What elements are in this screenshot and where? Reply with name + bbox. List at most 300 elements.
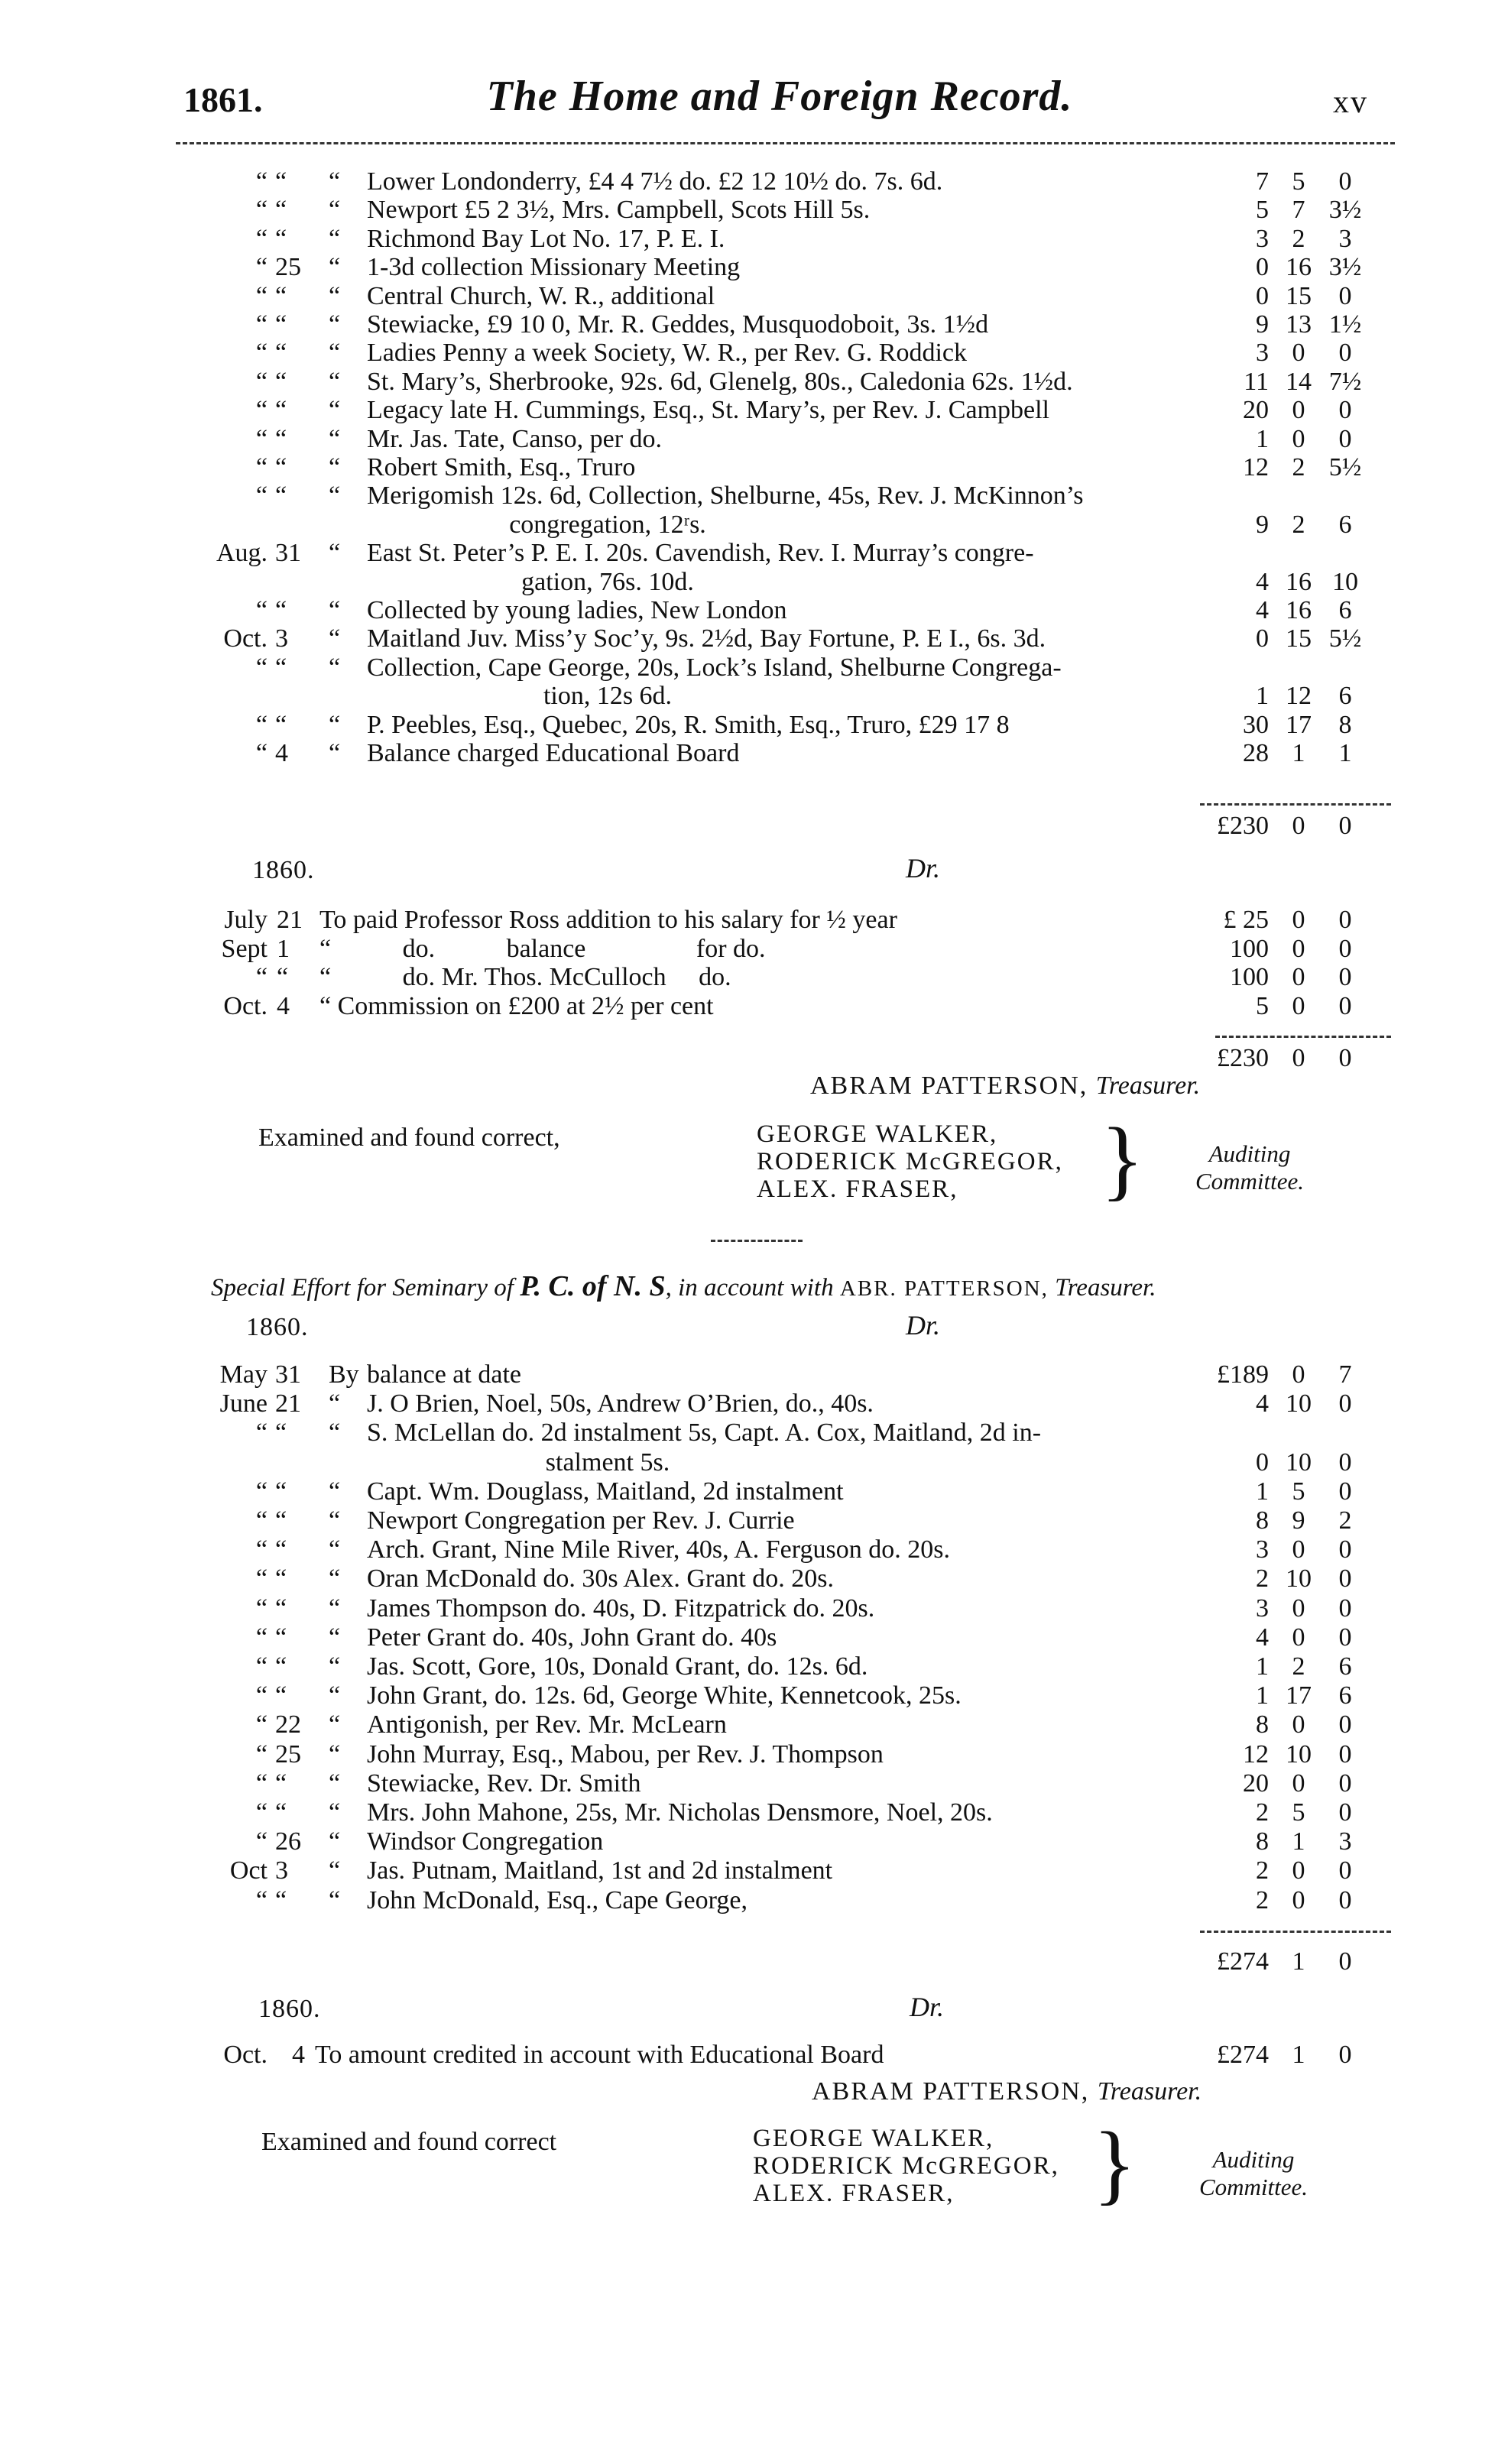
auditing-committee-names (753, 2125, 1059, 2207)
entry-description: Merigomish 12s. 6d, Collection, Shelburne, 45s, Rev. J. McKinnon’s (367, 481, 1084, 511)
entry-ditto: By (329, 1360, 359, 1389)
entry-description: Robert Smith, Esq., Truro (367, 453, 636, 481)
year-heading: 1860. (252, 856, 315, 884)
entry-pounds: 20 (1243, 396, 1269, 425)
entry-amount (0, 1856, 1495, 1885)
entry-pounds: 3 (1256, 1593, 1269, 1623)
entry-pence: 0 (1338, 167, 1352, 196)
entry-description: “ Commission on £200 at 2½ per cent (319, 991, 714, 1020)
entry-description: balance at date (367, 1360, 521, 1389)
entry-amount (0, 1886, 1495, 1915)
entry-shillings: 12 (1286, 682, 1312, 711)
entry-pence: 0 (1338, 1623, 1352, 1652)
section-divider (711, 1240, 803, 1242)
entry-day: “ (275, 1623, 287, 1652)
entry-month: “ (255, 1593, 268, 1623)
entry-amount (0, 682, 1495, 711)
entry-description: Legacy late H. Cummings, Esq., St. Mary’s, per Rev. J. Campbell (367, 396, 1049, 425)
brace-glyph: } (1101, 1109, 1144, 1209)
entry-ditto: “ (329, 1593, 341, 1623)
entry-pence: 0 (1338, 1389, 1352, 1418)
entry-day: 3 (275, 624, 288, 653)
entry-pounds: 4 (1256, 596, 1269, 624)
total-pounds: £230 (1217, 812, 1269, 840)
entry-pence: 6 (1338, 510, 1352, 539)
committee-member: GEORGE WALKER, (757, 1120, 998, 1148)
entry-shillings: 0 (1292, 1856, 1305, 1885)
total-rule (1200, 1931, 1391, 1933)
entry-shillings: 1 (1292, 2041, 1305, 2069)
credit-row (0, 2041, 1495, 2070)
auditing-committee-label: Auditing Committee. (1195, 1140, 1305, 1195)
total-rule (1215, 1036, 1391, 1038)
entry-shillings: 0 (1292, 1885, 1305, 1914)
entry-month: “ (255, 653, 268, 682)
treasurer-title: Treasurer. (1097, 2077, 1202, 2106)
entry-amount (0, 1681, 1495, 1710)
entry-month: “ (255, 224, 268, 253)
entry-month: “ (255, 310, 268, 339)
entry-ditto: “ (329, 1418, 341, 1448)
entry-ditto: “ (329, 539, 341, 568)
entry-description: Stewiacke, Rev. Dr. Smith (367, 1769, 641, 1798)
entry-shillings: 0 (1292, 1360, 1305, 1389)
payments-total-row (0, 1044, 1495, 1073)
entry-amount (0, 1740, 1495, 1769)
entry-month: “ (255, 1769, 268, 1798)
entry-description: Mrs. John Mahone, 25s, Mr. Nicholas Densmore, Noel, 20s. (367, 1798, 993, 1827)
entry-day: “ (275, 1798, 287, 1827)
entry-description: S. McLellan do. 2d instalment 5s, Capt. A. Cox, Maitland, 2d in- (367, 1418, 1042, 1448)
entry-amount (0, 739, 1495, 768)
entry-pence: 0 (1338, 934, 1352, 963)
entry-pence: 0 (1338, 991, 1352, 1020)
entry-ditto: “ (329, 710, 341, 739)
entry-amount (0, 310, 1495, 339)
entry-pounds: 30 (1243, 710, 1269, 739)
entry-shillings: 17 (1286, 1681, 1312, 1710)
entry-amount (0, 368, 1495, 397)
entry-ditto: “ (329, 1623, 341, 1652)
entry-pence: 0 (1338, 396, 1352, 425)
entry-day: “ (275, 396, 287, 425)
entry-pounds: 2 (1256, 1885, 1269, 1914)
entry-pence: 6 (1338, 596, 1352, 624)
treasurer-signature (810, 1072, 1200, 1101)
total-rule (1200, 803, 1391, 806)
entry-description: John McDonald, Esq., Cape George, (367, 1885, 748, 1914)
entry-shillings: 2 (1292, 224, 1305, 253)
entry-shillings: 0 (1292, 1769, 1305, 1798)
entry-description: Jas. Scott, Gore, 10s, Donald Grant, do. 12s. 6d. (367, 1652, 868, 1681)
entry-ditto: “ (329, 1681, 341, 1710)
entry-pence: 0 (1338, 1885, 1352, 1914)
entry-pounds: 2 (1256, 1798, 1269, 1827)
entry-pence: 0 (1338, 1710, 1352, 1739)
entry-amount (0, 511, 1495, 540)
entry-pounds: 9 (1256, 310, 1269, 339)
total-pence: 0 (1338, 812, 1352, 840)
entry-amount (0, 1506, 1495, 1535)
entry-description: John Grant, do. 12s. 6d, George White, Kennetcook, 25s. (367, 1681, 962, 1710)
total-shillings: 0 (1292, 1044, 1305, 1072)
entry-amount (0, 1477, 1495, 1506)
entry-description: Collected by young ladies, New London (367, 596, 787, 624)
entry-shillings: 0 (1292, 991, 1305, 1020)
committee-member: GEORGE WALKER, (753, 2125, 994, 2152)
dr-label: Dr. (910, 1992, 945, 2022)
entry-ditto: “ (329, 253, 341, 282)
entry-amount (0, 1652, 1495, 1681)
entry-shillings: 0 (1292, 963, 1305, 991)
payment-row (0, 906, 1495, 935)
entry-month: “ (255, 396, 268, 425)
entry-description: Jas. Putnam, Maitland, 1st and 2d instalment (367, 1856, 833, 1885)
entry-month: Oct. (223, 624, 268, 653)
entry-day: 31 (275, 539, 301, 568)
entry-day: 21 (275, 1389, 301, 1418)
entry-shillings: 16 (1286, 596, 1312, 624)
entry-shillings: 1 (1292, 739, 1305, 767)
entry-description: To amount credited in account with Educational Board (315, 2041, 884, 2069)
entry-ditto: “ (329, 596, 341, 624)
entry-month: “ (255, 739, 268, 767)
entry-pence: 0 (1338, 1477, 1352, 1506)
entry-pounds: 1 (1256, 1681, 1269, 1710)
total-pounds: £274 (1217, 1947, 1269, 1976)
entry-description: “ do. balance for do. (319, 934, 766, 963)
entry-day: “ (275, 1418, 287, 1448)
payment-row (0, 963, 1495, 992)
entry-month: “ (255, 1798, 268, 1827)
entry-day: “ (275, 1477, 287, 1506)
entry-amount (0, 167, 1495, 196)
entry-pence: 0 (1338, 1593, 1352, 1623)
entry-amount (0, 1389, 1495, 1418)
entry-day: “ (275, 424, 287, 453)
entry-day: “ (277, 963, 289, 991)
entry-description: Newport Congregation per Rev. J. Currie (367, 1506, 795, 1535)
entry-shillings: 15 (1286, 281, 1312, 310)
entry-day: 3 (275, 1856, 288, 1885)
ledger-row (0, 539, 1495, 568)
entry-month: “ (255, 453, 268, 481)
entry-description: J. O Brien, Noel, 50s, Andrew O’Brien, do., 40s. (367, 1389, 874, 1418)
seminary-total-row (0, 1947, 1495, 1976)
examined-statement: Examined and found correct, (258, 1123, 560, 1152)
entry-day: 31 (275, 1360, 301, 1389)
entry-day: 4 (292, 2041, 305, 2069)
entry-pounds: 8 (1256, 1506, 1269, 1535)
entry-amount (0, 1710, 1495, 1739)
entry-pounds: 11 (1244, 367, 1269, 396)
entry-pounds: 12 (1243, 1739, 1269, 1769)
entry-pounds: 1 (1256, 424, 1269, 453)
entry-shillings: 7 (1292, 196, 1305, 225)
entry-shillings: 0 (1292, 1535, 1305, 1564)
header-page-number: xv (1333, 85, 1368, 120)
entry-shillings: 10 (1286, 1564, 1312, 1593)
entry-amount (0, 1594, 1495, 1623)
entry-day: “ (275, 1593, 287, 1623)
entry-pounds: £ 25 (1223, 906, 1269, 934)
entry-month: Oct. (223, 991, 268, 1020)
entry-description: Mr. Jas. Tate, Canso, per do. (367, 424, 663, 453)
entry-pounds: 4 (1256, 567, 1269, 596)
dr-label: Dr. (906, 853, 941, 883)
entry-description: Richmond Bay Lot No. 17, P. E. I. (367, 224, 725, 253)
entry-pounds: 0 (1256, 281, 1269, 310)
entry-month: June (219, 1389, 268, 1418)
entry-pounds: 100 (1230, 963, 1269, 991)
entry-ditto: “ (329, 1710, 341, 1739)
entry-month: “ (255, 339, 268, 368)
entry-pounds: 1 (1256, 1652, 1269, 1681)
entry-day: 22 (275, 1710, 301, 1739)
entry-day: 4 (277, 991, 290, 1020)
year-heading: 1860. (258, 1995, 321, 2023)
entry-shillings: 0 (1292, 1710, 1305, 1739)
entry-ditto: “ (329, 310, 341, 339)
entry-month: Oct. (223, 2041, 268, 2069)
entry-pounds: 28 (1243, 739, 1269, 767)
entry-continuation: tion, 12s 6d. (543, 682, 673, 711)
entry-ditto: “ (329, 739, 341, 767)
entry-description: To paid Professor Ross addition to his salary for ½ year (319, 906, 897, 934)
entry-day: “ (275, 1885, 287, 1914)
entry-pence: 0 (1338, 1739, 1352, 1769)
entry-pence: 0 (1338, 963, 1352, 991)
entry-month: “ (255, 1681, 268, 1710)
total-pence: 0 (1338, 1947, 1352, 1976)
receipts-total-row (0, 812, 1495, 841)
entry-pounds: 8 (1256, 1710, 1269, 1739)
entry-description: Peter Grant do. 40s, John Grant do. 40s (367, 1623, 777, 1652)
entry-month: Sept (221, 934, 268, 963)
entry-amount (0, 453, 1495, 482)
entry-day: “ (275, 453, 287, 481)
entry-amount (0, 425, 1495, 454)
entry-day: “ (275, 1681, 287, 1710)
entry-shillings: 0 (1292, 934, 1305, 963)
entry-month: “ (255, 1827, 268, 1856)
entry-ditto: “ (329, 1739, 341, 1769)
entry-day: “ (275, 1535, 287, 1564)
entry-pence: 3 (1338, 224, 1352, 253)
special-effort-heading: Special Effort for Seminary of P. C. of N. S, in account with ABR. PATTERSON, Treasurer. (211, 1270, 1156, 1302)
entry-shillings: 2 (1292, 510, 1305, 539)
entry-shillings: 0 (1292, 339, 1305, 368)
entry-amount (0, 196, 1495, 225)
entry-shillings: 14 (1286, 367, 1312, 396)
header-year: 1861. (183, 80, 263, 119)
entry-ditto: “ (329, 453, 341, 481)
year-heading: 1860. (246, 1313, 309, 1341)
entry-pence: 0 (1338, 1798, 1352, 1827)
entry-pence: 7 (1338, 1360, 1352, 1389)
total-shillings: 1 (1292, 1947, 1305, 1976)
entry-month: “ (255, 710, 268, 739)
entry-day: “ (275, 281, 287, 310)
entry-shillings: 10 (1286, 1448, 1312, 1477)
entry-pence: 2 (1338, 1506, 1352, 1535)
entry-pounds: 4 (1256, 1389, 1269, 1418)
entry-day: “ (275, 1769, 287, 1798)
entry-ditto: “ (329, 481, 341, 511)
entry-pounds: 4 (1256, 1623, 1269, 1652)
entry-ditto: “ (329, 1389, 341, 1418)
entry-shillings: 9 (1292, 1506, 1305, 1535)
entry-day: “ (275, 224, 287, 253)
entry-month: “ (255, 963, 268, 991)
header-rule (176, 142, 1395, 144)
ledger-row (0, 481, 1495, 511)
entry-description: John Murray, Esq., Mabou, per Rev. J. Thompson (367, 1739, 884, 1769)
entry-ditto: “ (329, 1769, 341, 1798)
entry-pounds: 8 (1256, 1827, 1269, 1856)
entry-day: “ (275, 710, 287, 739)
entry-pence: 3½ (1328, 253, 1362, 282)
entry-shillings: 17 (1286, 710, 1312, 739)
entry-description: Stewiacke, £9 10 0, Mr. R. Geddes, Musquodoboit, 3s. 1½d (367, 310, 989, 339)
entry-amount (0, 596, 1495, 625)
entry-day: “ (275, 196, 287, 225)
entry-day: “ (275, 310, 287, 339)
entry-pounds: 2 (1256, 1856, 1269, 1885)
entry-continuation: gation, 76s. 10d. (521, 567, 694, 596)
brace-glyph: } (1093, 2113, 1137, 2213)
entry-pence: 3½ (1328, 196, 1362, 225)
entry-day: 25 (275, 1739, 301, 1769)
entry-day: “ (275, 1506, 287, 1535)
total-pence: 0 (1338, 1044, 1352, 1072)
entry-pence: 6 (1338, 682, 1352, 711)
entry-pounds: 7 (1256, 167, 1269, 196)
entry-pounds: 3 (1256, 1535, 1269, 1564)
entry-shillings: 1 (1292, 1827, 1305, 1856)
entry-amount (0, 339, 1495, 368)
entry-pence: 0 (1338, 906, 1352, 934)
entry-ditto: “ (329, 624, 341, 653)
entry-pounds: 9 (1256, 510, 1269, 539)
entry-day: “ (275, 653, 287, 682)
page-header (176, 73, 1383, 131)
entry-shillings: 0 (1292, 396, 1305, 425)
entry-pence: 1½ (1328, 310, 1362, 339)
entry-ditto: “ (329, 367, 341, 396)
entry-ditto: “ (329, 224, 341, 253)
auditing-committee-label: Auditing Committee. (1198, 2146, 1309, 2200)
entry-ditto: “ (329, 396, 341, 425)
entry-description: St. Mary’s, Sherbrooke, 92s. 6d, Glenelg, 80s., Caledonia 62s. 1½d. (367, 367, 1073, 396)
entry-pence: 0 (1338, 1564, 1352, 1593)
entry-day: 4 (275, 739, 288, 767)
entry-pounds: 0 (1256, 1448, 1269, 1477)
entry-pence: 0 (1338, 1535, 1352, 1564)
treasurer-title: Treasurer. (1095, 1072, 1201, 1100)
payment-row (0, 935, 1495, 964)
entry-month: “ (255, 1885, 268, 1914)
entry-day: “ (275, 481, 287, 511)
entry-shillings: 16 (1286, 253, 1312, 282)
entry-month: “ (255, 1418, 268, 1448)
entry-description: P. Peebles, Esq., Quebec, 20s, R. Smith, Esq., Truro, £29 17 8 (367, 710, 1010, 739)
entry-ditto: “ (329, 1798, 341, 1827)
entry-month: July (224, 906, 268, 934)
entry-month: Aug. (216, 539, 268, 568)
entry-amount (0, 1827, 1495, 1856)
entry-month: “ (255, 596, 268, 624)
entry-pounds: 2 (1256, 1564, 1269, 1593)
entry-description: Maitland Juv. Miss’y Soc’y, 9s. 2½d, Bay Fortune, P. E I., 6s. 3d. (367, 624, 1046, 653)
examined-statement: Examined and found correct (261, 2128, 557, 2156)
entry-amount (0, 1798, 1495, 1827)
entry-amount (0, 568, 1495, 597)
entry-month: “ (255, 367, 268, 396)
entry-pence: 8 (1338, 710, 1352, 739)
payment-row (0, 992, 1495, 1021)
entry-shillings: 5 (1292, 1798, 1305, 1827)
entry-pence: 5½ (1328, 453, 1362, 481)
entry-pounds: 0 (1256, 624, 1269, 653)
entry-shillings: 0 (1292, 1623, 1305, 1652)
entry-month: “ (255, 1564, 268, 1593)
entry-ditto: “ (329, 653, 341, 682)
entry-amount (0, 1360, 1495, 1389)
entry-month: “ (255, 481, 268, 511)
entry-pounds: 1 (1256, 682, 1269, 711)
entry-pence: 0 (1338, 1769, 1352, 1798)
entry-month: May (219, 1360, 268, 1389)
entry-amount (0, 1535, 1495, 1564)
entry-shillings: 10 (1286, 1389, 1312, 1418)
entry-shillings: 0 (1292, 424, 1305, 453)
entry-pounds: 12 (1243, 453, 1269, 481)
ledger-row (0, 1418, 1495, 1448)
entry-description: Newport £5 2 3½, Mrs. Campbell, Scots Hill 5s. (367, 196, 871, 225)
entry-description: 1-3d collection Missionary Meeting (367, 253, 741, 282)
entry-day: 21 (277, 906, 303, 934)
entry-month: “ (255, 196, 268, 225)
entry-month: “ (255, 1506, 268, 1535)
entry-day: “ (275, 1652, 287, 1681)
entry-ditto: “ (329, 339, 341, 368)
entry-amount (0, 1623, 1495, 1652)
entry-ditto: “ (329, 1564, 341, 1593)
entry-description: James Thompson do. 40s, D. Fitzpatrick do. 20s. (367, 1593, 875, 1623)
entry-description: “ do. Mr. Thos. McCulloch do. (319, 963, 731, 991)
entry-pounds: 1 (1256, 1477, 1269, 1506)
entry-day: “ (275, 596, 287, 624)
entry-ditto: “ (329, 196, 341, 225)
entry-shillings: 10 (1286, 1739, 1312, 1769)
treasurer-signature (812, 2077, 1202, 2106)
entry-amount (0, 253, 1495, 282)
entry-continuation: congregation, 12ʳs. (509, 510, 706, 539)
entry-month: “ (255, 1710, 268, 1739)
entry-month: “ (255, 167, 268, 196)
entry-pounds: 3 (1256, 339, 1269, 368)
entry-shillings: 2 (1292, 1652, 1305, 1681)
entry-amount (0, 1448, 1495, 1477)
entry-pounds: 20 (1243, 1769, 1269, 1798)
entry-amount (0, 711, 1495, 740)
entry-ditto: “ (329, 1535, 341, 1564)
treasurer-name: ABRAM PATTERSON, (812, 2077, 1090, 2106)
entry-continuation: stalment 5s. (545, 1448, 670, 1477)
entry-month: “ (255, 1652, 268, 1681)
entry-pence: 0 (1338, 1856, 1352, 1885)
